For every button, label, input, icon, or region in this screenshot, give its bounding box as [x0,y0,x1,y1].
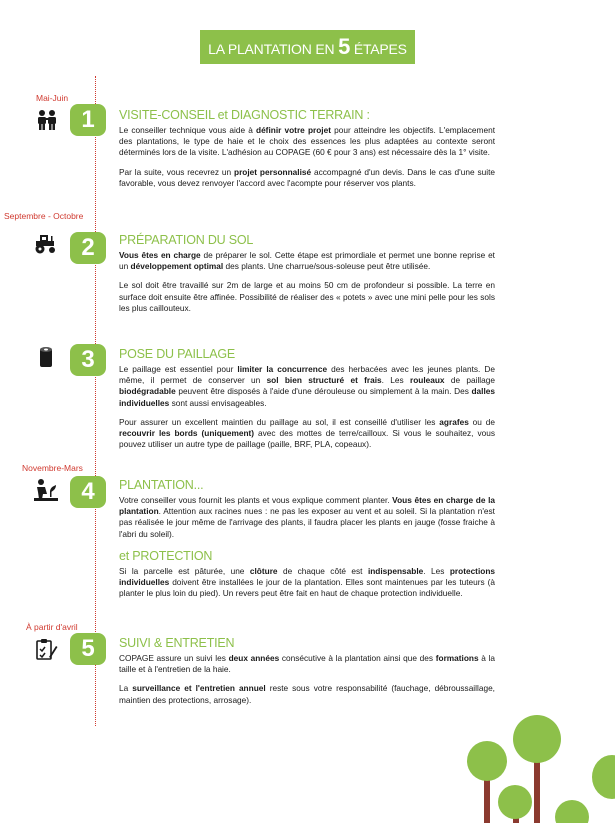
step-4-title: PLANTATION... [119,478,204,492]
planting-icon [32,478,60,502]
step-5-paragraph-2: La surveillance et l'entretien annuel reste sous votre responsabilité (fauchage, débroussaillage, maintien des protections, arrosage). [119,683,495,705]
step-4-subtitle: et PROTECTION [119,548,213,563]
step-2-title: PRÉPARATION DU SOL [119,233,254,247]
title-prefix: LA PLANTATION EN [208,41,339,57]
title-suffix: ÉTAPES [350,41,407,57]
step-1-title: VISITE-CONSEIL et DIAGNOSTIC TERRAIN : [119,108,370,122]
step-4-section [119,478,495,599]
step-5-badge: 5 [70,633,106,665]
step-2-badge: 2 [70,232,106,264]
step-1-paragraph-1: Le conseiller technique vous aide à définir votre projet pour atteindre les objectifs. L'emplacement des plantations, le type de haie et le choix des essences les plus adaptées au contexte seront déterminés lors de la visite. L'adhésion au COPAGE (60 € pour 3 ans) est nécessaire dès la 1° visite. [119,125,495,158]
step-2-paragraph-2: Le sol doit être travaillé sur 2m de large et au moins 50 cm de profondeur si possible. La terre en surface doit ensuite être affinée. Possibilité de réaliser des « potets » avec une mini pelle pour les sols les plus caillouteux. [119,280,495,313]
title-number: 5 [338,34,351,59]
step-1-section [119,108,495,189]
step-3-title: POSE DU PAILLAGE [119,347,236,361]
date-septembre-octobre: Septembre - Octobre [4,211,84,221]
step-3-paragraph-1: Le paillage est essentiel pour limiter la concurrence des herbacées avec les jeunes plants. De même, il permet de conserver un sol bien structuré et frais. Les rouleaux de paillage biodégradable peuvent être disposés à l'aide d'une dérouleuse ou simplement à la main. Des dalles individuelles sont aussi envisageables. [119,364,495,408]
page-title [200,30,415,64]
people-icon [35,108,59,132]
step-3-section [119,347,495,450]
step-4-paragraph-2: Si la parcelle est pâturée, une clôture de chaque côté est indispensable. Les protections individuelles doivent être installées le jour de la plantation. Elles sont maintenues par les tuteurs (à planter le plus loin du pied). Un revers peut être fait en haut de chaque protection individuelle. [119,565,496,599]
date-mai-juin: Mai-Juin [36,93,69,103]
step-4-paragraph-1: Votre conseiller vous fournit les plants et vous explique comment planter. Vous êtes en charge de la plantation. Attention aux racines nues : ne pas les exposer au vent et au soleil. Si la plantation n'est pas réalisée le jour même de l'arrivage des plants, il faudra placer les plants en jauge (fosse fraiche à l'abri du soleil). [119,495,495,539]
checklist-icon [34,637,58,661]
step-1-badge: 1 [70,104,106,136]
step-4-badge: 4 [70,476,106,508]
tractor-icon [32,231,58,255]
timeline-line [95,76,96,726]
step-5-paragraph-1: COPAGE assure un suivi les deux années consécutive à la plantation ainsi que des formations à la taille et à l'entretien de la haie. [119,653,496,675]
step-2-section [119,233,495,314]
step-5-section [119,636,495,706]
step-3-badge: 3 [70,344,106,376]
mulch-roll-icon [34,345,58,369]
date-a-partir-avril: À partir d'avril [26,622,78,632]
step-2-paragraph-1: Vous êtes en charge de préparer le sol. Cette étape est primordiale et permet une bonne reprise et un développement optimal des plants. Une charrue/sous-soleuse peut être utilisée. [119,250,495,272]
step-1-paragraph-2: Par la suite, vous recevrez un projet personnalisé accompagné d'un devis. Dans le cas d'une suite favorable, vous devez renvoyer l'accord avec l'acompte pour réserver vos plants. [119,166,495,188]
date-novembre-mars: Novembre-Mars [22,463,83,473]
step-5-title: SUIVI & ENTRETIEN [119,636,235,650]
step-3-paragraph-2: Pour assurer un excellent maintien du paillage au sol, il est conseillé d'utiliser les agrafes ou de recouvrir les bords (uniquement) avec des mottes de terre/cailloux. Si vous le souhaitez, vous pouvez utiliser un autre type de paillage (paille, BRF, PLA, copeaux). [119,416,495,450]
